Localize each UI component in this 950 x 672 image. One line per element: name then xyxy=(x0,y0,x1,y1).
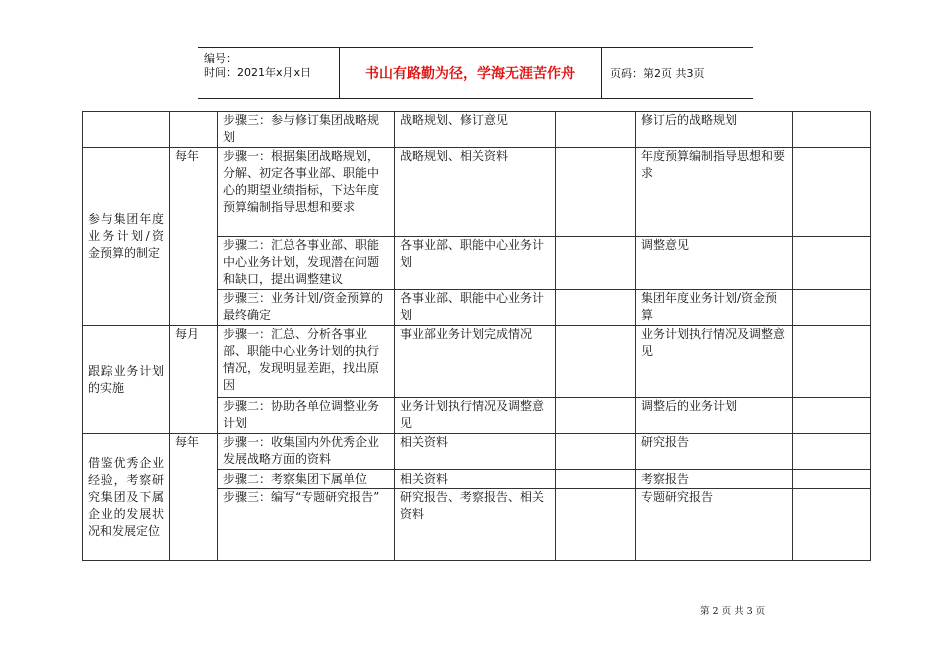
input-cell: 事业部业务计划完成情况 xyxy=(395,326,556,398)
page-header xyxy=(198,47,753,99)
output-cell: 调整意见 xyxy=(636,237,793,290)
blank-cell xyxy=(556,326,636,398)
input-cell: 战略规划、修订意见 xyxy=(395,112,556,148)
header-motto-cell xyxy=(339,48,602,98)
page-footer: 第 2 页 共 3 页 xyxy=(700,606,766,617)
blank-cell xyxy=(556,112,636,148)
blank-cell xyxy=(793,237,871,290)
output-cell: 修订后的战略规划 xyxy=(636,112,793,148)
document-number-label: 编号： xyxy=(204,52,237,65)
blank-cell xyxy=(793,398,871,434)
output-cell: 业务计划执行情况及调整意见 xyxy=(636,326,793,398)
frequency-cell: 每年 xyxy=(170,434,218,561)
blank-cell xyxy=(793,112,871,148)
step-cell: 步骤一：根据集团战略规划，分解、初定各事业部、职能中心的期望业绩指标，下达年度预算编制指导思想和要求 xyxy=(218,148,395,237)
blank-cell xyxy=(793,489,871,561)
step-cell: 步骤二：协助各单位调整业务计划 xyxy=(218,398,395,434)
input-cell: 相关资料 xyxy=(395,434,556,470)
responsibility-table xyxy=(82,111,871,561)
input-cell: 战略规划、相关资料 xyxy=(395,148,556,237)
header-info-cell xyxy=(198,48,340,98)
header-page-cell xyxy=(602,48,753,98)
blank-cell xyxy=(556,398,636,434)
motto-text: 书山有路勤为径，学海无涯苦作舟 xyxy=(365,66,575,82)
output-cell: 年度预算编制指导思想和要求 xyxy=(636,148,793,237)
step-cell: 步骤三：编写“专题研究报告” xyxy=(218,489,395,561)
activity-cell xyxy=(83,112,170,148)
blank-cell xyxy=(793,470,871,489)
blank-cell xyxy=(793,326,871,398)
input-cell: 各事业部、职能中心业务计划 xyxy=(395,237,556,290)
output-cell: 考察报告 xyxy=(636,470,793,489)
activity-cell: 跟踪业务计划的实施 xyxy=(83,326,170,434)
blank-cell xyxy=(556,290,636,326)
activity-cell: 借鉴优秀企业经验，考察研究集团及下属企业的发展状况和发展定位 xyxy=(83,434,170,561)
blank-cell xyxy=(793,148,871,237)
step-cell: 步骤二：汇总各事业部、职能中心业务计划，发现潜在问题和缺口，提出调整建议 xyxy=(218,237,395,290)
frequency-cell xyxy=(170,112,218,148)
blank-cell xyxy=(793,290,871,326)
input-cell: 各事业部、职能中心业务计划 xyxy=(395,290,556,326)
blank-cell xyxy=(556,470,636,489)
output-cell: 集团年度业务计划/资金预算 xyxy=(636,290,793,326)
blank-cell xyxy=(556,148,636,237)
blank-cell xyxy=(556,489,636,561)
page-code-label: 页码：第2页 共3页 xyxy=(610,67,705,80)
blank-cell xyxy=(793,434,871,470)
step-cell: 步骤二：考察集团下属单位 xyxy=(218,470,395,489)
input-cell: 相关资料 xyxy=(395,470,556,489)
input-cell: 业务计划执行情况及调整意见 xyxy=(395,398,556,434)
frequency-cell: 每月 xyxy=(170,326,218,434)
table-row xyxy=(83,326,871,398)
table-row xyxy=(83,112,871,148)
frequency-cell: 每年 xyxy=(170,148,218,326)
step-cell: 步骤一：汇总、分析各事业部、职能中心业务计划的执行情况，发现明显差距，找出原因 xyxy=(218,326,395,398)
table-row xyxy=(83,148,871,237)
blank-cell xyxy=(556,434,636,470)
step-cell: 步骤一：收集国内外优秀企业发展战略方面的资料 xyxy=(218,434,395,470)
blank-cell xyxy=(556,237,636,290)
input-cell: 研究报告、考察报告、相关资料 xyxy=(395,489,556,561)
output-cell: 专题研究报告 xyxy=(636,489,793,561)
output-cell: 研究报告 xyxy=(636,434,793,470)
document-date-label: 时间：2021年x月x日 xyxy=(204,66,312,79)
output-cell: 调整后的业务计划 xyxy=(636,398,793,434)
step-cell: 步骤三：参与修订集团战略规划 xyxy=(218,112,395,148)
activity-cell: 参与集团年度业务计划/资金预算的制定 xyxy=(83,148,170,326)
table-row xyxy=(83,434,871,470)
step-cell: 步骤三：业务计划/资金预算的最终确定 xyxy=(218,290,395,326)
